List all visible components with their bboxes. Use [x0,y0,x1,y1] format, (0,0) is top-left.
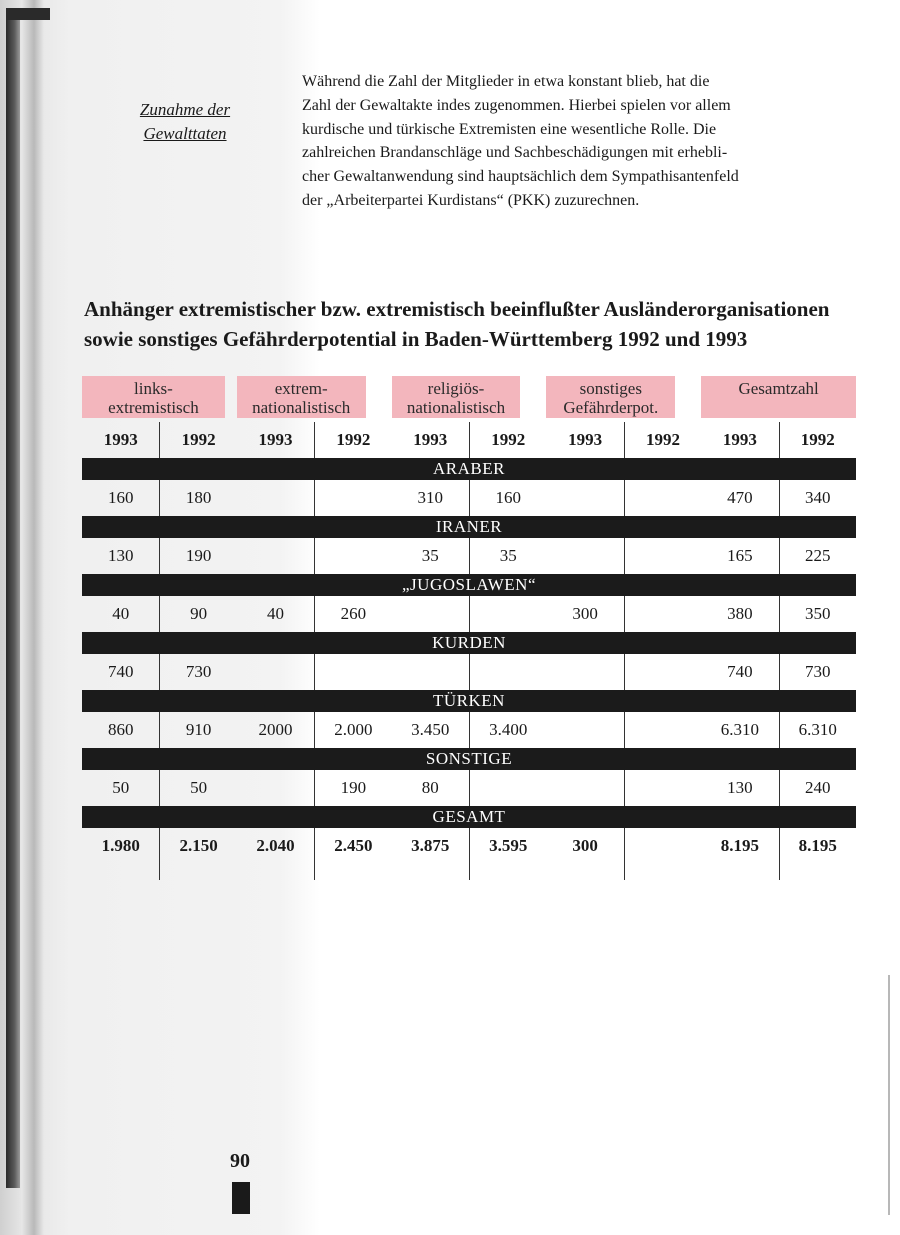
scan-edge-line [888,975,890,1215]
intro-line: der „Arbeiterpartei Kurdistans“ (PKK) zuzurechnen. [302,191,640,209]
category-bar: GESAMT [82,806,856,828]
side-heading [100,98,270,146]
table-cell: 730 [159,654,236,690]
category-bar: KURDEN [82,632,856,654]
column-group-label: nationalistisch [406,398,506,417]
table-cell: 180 [159,480,236,516]
table-cell: 35 [469,538,546,574]
intro-line: cher Gewaltanwendung sind hauptsächlich dem Sympathisantenfeld [302,168,739,186]
column-group-label: Gesamtzahl [738,379,819,398]
binding-edge [6,8,20,1188]
table-cell: 740 [727,662,753,681]
page-marker [232,1182,250,1214]
table-cell: 160 [107,488,134,507]
intro-line: zahlreichen Brandanschläge und Sachbeschädigungen mit erhebli- [302,144,728,162]
table-cell [469,654,546,690]
table-cell: 470 [727,488,753,507]
table-cell [546,712,623,748]
table-cell: 2.150 [159,828,236,880]
table-cell: 50 [112,778,130,797]
table-cell: 300 [572,604,598,623]
table-title [84,294,864,354]
table-cell: 300 [572,836,598,855]
column-group-header [701,372,856,422]
table-cell: 2.040 [256,836,295,855]
column-group-header-row [82,372,856,422]
table-row [82,538,856,574]
table-cell [624,770,701,806]
table-cell [624,480,701,516]
table-cell [624,538,701,574]
table-cell: 165 [727,546,753,565]
column-group-label: religiös- [427,379,485,398]
table-cell: 6.310 [779,712,856,748]
table-cell: 3.595 [469,828,546,880]
statistics-table [82,372,856,880]
table-cell: 3.400 [469,712,546,748]
intro-line: kurdische und türkische Extremisten eine wesentliche Rolle. Die [302,120,717,138]
intro-line: Zahl der Gewaltakte indes zugenommen. Hierbei spielen vor allem [302,96,731,114]
category-bar: „JUGOSLAWEN“ [82,574,856,596]
table-cell: 350 [779,596,856,632]
table-row [82,828,856,880]
intro-line: Während die Zahl der Mitglieder in etwa konstant blieb, hat die [302,73,710,90]
table-cell: 910 [159,712,236,748]
table-cell [546,480,623,516]
table-cell [624,712,701,748]
table-row [82,770,856,806]
table-cell: 1.980 [101,836,140,855]
column-group-label: extremistisch [108,398,199,417]
table-cell: 130 [107,546,134,565]
table-cell [237,770,314,806]
table-cell: 340 [779,480,856,516]
table-cell [546,538,623,574]
table-cell [314,538,391,574]
table-cell: 2.450 [314,828,391,880]
column-group-label: nationalistisch [252,398,351,417]
category-bar: ARABER [82,458,856,480]
table-cell: 8.195 [779,828,856,880]
table-cell [392,654,469,690]
year-header-cell: 1993 [413,430,448,449]
table-row [82,712,856,748]
column-group-header [237,372,392,422]
year-header-cell: 1992 [624,422,701,458]
table-cell [624,654,701,690]
column-group-label: sonstiges [579,379,642,398]
table-cell: 130 [727,778,753,797]
table-cell [392,596,469,632]
table-cell: 380 [727,604,753,623]
table-cell [314,480,391,516]
table-cell [546,770,623,806]
table-cell: 860 [107,720,134,739]
year-header-cell: 1992 [159,422,236,458]
category-bar: SONSTIGE [82,748,856,770]
column-group-header [546,372,701,422]
table-cell [469,596,546,632]
table-cell: 6.310 [720,720,760,739]
table-cell: 225 [779,538,856,574]
table-cell: 190 [314,770,391,806]
table-cell: 160 [469,480,546,516]
table-cell [546,654,623,690]
table-cell [237,480,314,516]
category-bar: IRANER [82,516,856,538]
year-header-cell: 1993 [568,430,603,449]
year-header-cell: 1992 [314,422,391,458]
year-header-cell: 1992 [469,422,546,458]
table-row [82,480,856,516]
table-body [82,458,856,880]
table-cell: 3.450 [411,720,450,739]
column-group-label: extrem- [274,379,328,398]
table-title-line: sowie sonstiges Gefährderpotential in Baden-Württemberg 1992 und 1993 [84,327,748,351]
table-row [82,654,856,690]
table-cell: 3.875 [411,836,450,855]
table-cell [469,770,546,806]
year-header-cell: 1993 [258,430,293,449]
table-cell: 8.195 [720,836,760,855]
table-cell: 2.000 [314,712,391,748]
table-cell: 310 [417,488,444,507]
column-group-label: links- [134,379,173,398]
column-group-header [82,372,237,422]
table-cell: 190 [159,538,236,574]
table-cell: 260 [314,596,391,632]
column-group-header [392,372,547,422]
table-cell [237,538,314,574]
side-heading-line: Gewalttaten [143,124,227,143]
table-cell: 40 [112,604,130,623]
table-cell [237,654,314,690]
table-title-line: Anhänger extremistischer bzw. extremistisch beeinflußter Ausländerorganisationen [84,297,830,321]
column-group-label: Gefährderpot. [563,398,659,417]
table-cell: 50 [159,770,236,806]
year-header-row [82,422,856,458]
year-header-cell: 1993 [722,430,757,449]
binding-corner [6,8,50,20]
table-cell: 35 [421,546,439,565]
table-row [82,596,856,632]
table-cell: 80 [421,778,439,797]
table-cell: 740 [107,662,134,681]
table-cell: 240 [779,770,856,806]
year-header-cell: 1992 [779,422,856,458]
category-bar: TÜRKEN [82,690,856,712]
table-cell [624,828,701,880]
table-cell: 40 [266,604,284,623]
table-cell: 90 [159,596,236,632]
year-header-cell: 1993 [103,430,138,449]
page-number: 90 [230,1150,250,1172]
side-heading-line: Zunahme der [139,100,231,119]
table-cell: 730 [779,654,856,690]
intro-paragraph [302,70,832,213]
table-cell [624,596,701,632]
table-cell: 2000 [258,720,293,739]
table-cell [314,654,391,690]
